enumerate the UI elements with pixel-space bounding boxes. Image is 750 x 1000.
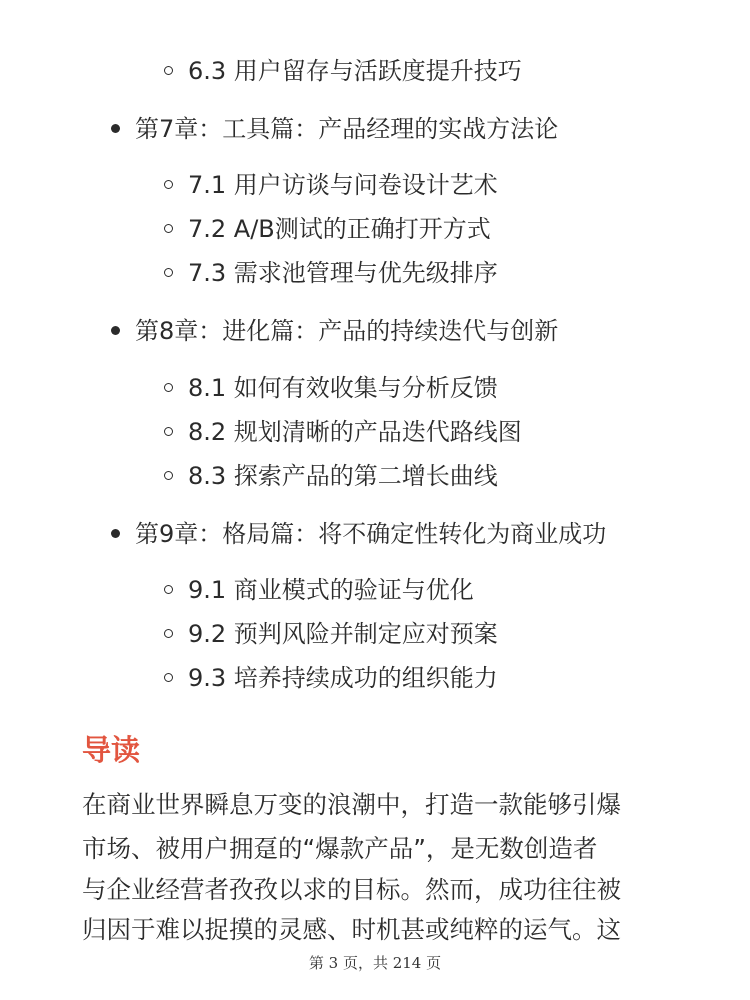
circle-bullet-icon <box>164 471 173 480</box>
toc-chapter: 第9章：格局篇：将不确定性转化为商业成功 <box>135 520 607 548</box>
toc-item: 6.3 用户留存与活跃度提升技巧 <box>188 57 522 85</box>
toc-chapter: 第8章：进化篇：产品的持续迭代与创新 <box>135 317 559 345</box>
circle-bullet-icon <box>164 383 173 392</box>
circle-bullet-icon <box>164 673 173 682</box>
circle-bullet-icon <box>164 224 173 233</box>
paragraph-line: 在商业世界瞬息万变的浪潮中，打造一款能够引爆 <box>82 790 621 819</box>
paragraph-line: 与企业经营者孜孜以求的目标。然而，成功往往被 <box>82 875 621 904</box>
page-number-footer: 第 3 页，共 214 页 <box>308 954 442 972</box>
toc-item: 9.1 商业模式的验证与优化 <box>188 576 474 604</box>
disc-bullet-icon <box>111 326 120 335</box>
circle-bullet-icon <box>164 268 173 277</box>
toc-item: 8.1 如何有效收集与分析反馈 <box>188 374 498 402</box>
paragraph-line: 市场、被用户拥趸的“爆款产品”，是无数创造者 <box>82 834 598 863</box>
toc-item: 9.3 培养持续成功的组织能力 <box>188 664 498 692</box>
section-title: 导读 <box>82 733 141 767</box>
circle-bullet-icon <box>164 585 173 594</box>
toc-item: 8.3 探索产品的第二增长曲线 <box>188 462 498 490</box>
toc-item: 7.2 A/B测试的正确打开方式 <box>188 215 491 243</box>
circle-bullet-icon <box>164 427 173 436</box>
disc-bullet-icon <box>111 529 120 538</box>
toc-item: 8.2 规划清晰的产品迭代路线图 <box>188 418 522 446</box>
circle-bullet-icon <box>164 629 173 638</box>
toc-item: 7.1 用户访谈与问卷设计艺术 <box>188 171 498 199</box>
toc-item: 7.3 需求池管理与优先级排序 <box>188 259 498 287</box>
toc-chapter: 第7章：工具篇：产品经理的实战方法论 <box>135 115 559 143</box>
circle-bullet-icon <box>164 66 173 75</box>
paragraph-line: 归因于难以捉摸的灵感、时机甚或纯粹的运气。这 <box>82 915 621 944</box>
circle-bullet-icon <box>164 180 173 189</box>
disc-bullet-icon <box>111 124 120 133</box>
toc-item: 9.2 预判风险并制定应对预案 <box>188 620 498 648</box>
